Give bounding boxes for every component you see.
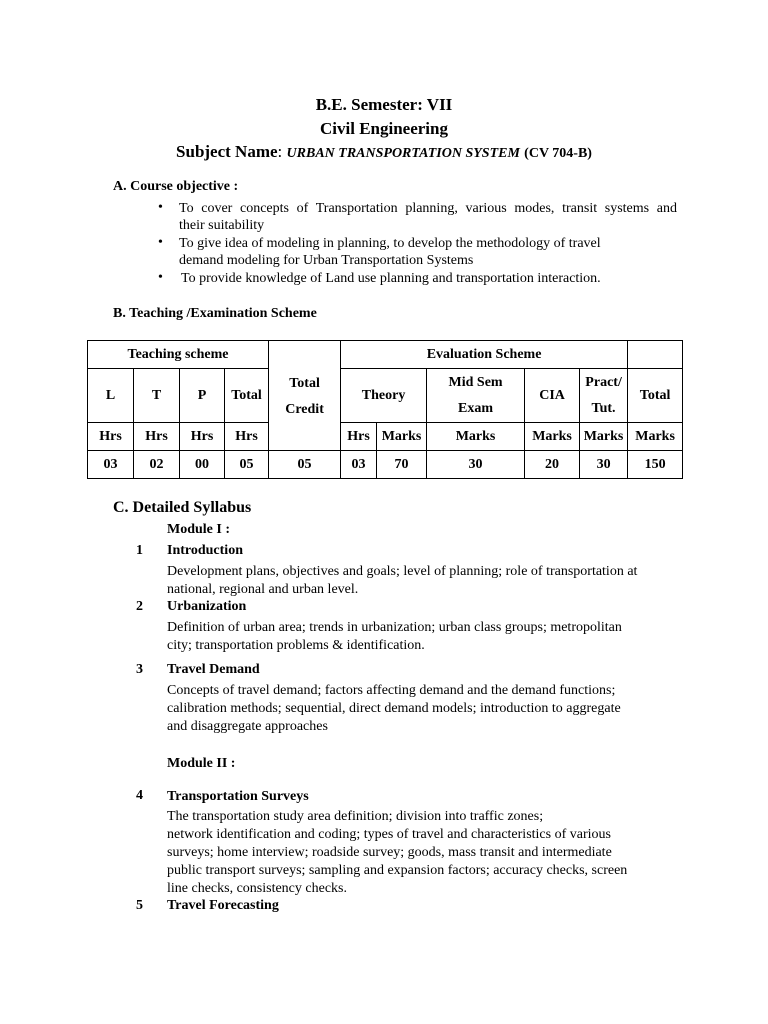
subject-colon: : — [277, 142, 283, 161]
topic-number: 3 — [136, 662, 143, 677]
topic-title: Urbanization — [167, 599, 247, 614]
objective-item — [181, 270, 679, 287]
value-cell: 20 — [525, 451, 580, 479]
col-total-eval: Total — [628, 369, 683, 423]
syllabus-heading: C. Detailed Syllabus — [113, 499, 252, 516]
value-cell: 02 — [134, 451, 180, 479]
topic-description — [167, 619, 622, 655]
description-line: network identification and coding; types of travel and characteristics of various — [167, 827, 611, 842]
col-theory: Theory — [341, 369, 427, 423]
value-cell: 30 — [427, 451, 525, 479]
value-cell: 05 — [269, 451, 341, 479]
topic-title: Transportation Surveys — [167, 789, 309, 804]
unit-cell: Hrs — [225, 423, 269, 451]
objective-line: their suitability — [179, 218, 265, 233]
total-credit-line: Credit — [285, 402, 324, 417]
subject-name: URBAN TRANSPORTATION SYSTEM — [286, 146, 520, 161]
objective-line: To provide knowledge of Land use planning and transportation interaction. — [181, 271, 601, 286]
description-line: surveys; home interview; roadside survey; goods, mass transit and intermediate — [167, 845, 612, 860]
unit-cell: Hrs — [134, 423, 180, 451]
topic-number: 2 — [136, 599, 143, 614]
value-cell: 03 — [341, 451, 377, 479]
topic-description — [167, 563, 637, 599]
objective-line: demand modeling for Urban Transportation Systems — [179, 253, 474, 268]
objective-line: To give idea of modeling in planning, to develop the methodology of travel — [179, 236, 601, 251]
description-line: public transport surveys; sampling and expansion factors; accuracy checks, screen — [167, 863, 628, 878]
description-line: Definition of urban area; trends in urbanization; urban class groups; metropolitan — [167, 620, 622, 635]
unit-cell: Marks — [377, 423, 427, 451]
unit-cell: Hrs — [341, 423, 377, 451]
description-line: calibration methods; sequential, direct demand models; introduction to aggregate — [167, 701, 621, 716]
description-line: and disaggregate approaches — [167, 719, 328, 734]
topic-title: Introduction — [167, 543, 243, 558]
unit-cell: Marks — [628, 423, 683, 451]
unit-cell: Marks — [580, 423, 628, 451]
value-cell: 150 — [628, 451, 683, 479]
subject-label: Subject Name — [176, 142, 278, 161]
description-line: Development plans, objectives and goals; level of planning; role of transportation at — [167, 564, 638, 579]
topic-description — [167, 682, 621, 736]
col-t: T — [134, 369, 180, 423]
value-cell: 00 — [180, 451, 225, 479]
branch-title: Civil Engineering — [320, 119, 448, 138]
evaluation-scheme-header: Evaluation Scheme — [341, 341, 628, 369]
semester-title: B.E. Semester: VII — [315, 95, 453, 114]
objective-line: To cover concepts of Transportation planning, various modes, transit systems and — [179, 201, 677, 216]
module-2-label: Module II : — [167, 756, 236, 771]
total-credit-header — [269, 341, 341, 451]
topic-title: Travel Forecasting — [167, 898, 279, 913]
empty-cell — [628, 341, 683, 369]
pract-line: Tut. — [591, 400, 616, 416]
midsem-line: Exam — [458, 400, 494, 416]
col-midsem — [427, 369, 525, 423]
topic-number: 1 — [136, 543, 143, 558]
unit-cell: Marks — [525, 423, 580, 451]
module-1-label: Module I : — [167, 522, 230, 537]
col-l: L — [88, 369, 134, 423]
value-cell: 70 — [377, 451, 427, 479]
col-cia: CIA — [525, 369, 580, 423]
topic-number: 5 — [136, 898, 143, 913]
bullet-icon: • — [158, 235, 163, 250]
objective-item — [179, 200, 677, 234]
subject-code: (CV 704-B) — [524, 146, 592, 161]
bullet-icon: • — [158, 270, 163, 285]
unit-cell: Marks — [427, 423, 525, 451]
topic-number: 4 — [136, 788, 143, 803]
topic-title: Travel Demand — [167, 662, 260, 677]
unit-cell: Hrs — [88, 423, 134, 451]
pract-line: Pract/ — [585, 374, 622, 390]
scheme-table — [87, 340, 683, 479]
objective-item — [179, 235, 677, 269]
unit-cell: Hrs — [180, 423, 225, 451]
value-cell: 05 — [225, 451, 269, 479]
value-cell: 30 — [580, 451, 628, 479]
subject-line — [0, 142, 768, 162]
description-line: The transportation study area definition; division into traffic zones; — [167, 809, 544, 824]
value-cell: 03 — [88, 451, 134, 479]
midsem-line: Mid Sem — [448, 374, 503, 390]
col-pract — [580, 369, 628, 423]
description-line: national, regional and urban level. — [167, 582, 359, 597]
teaching-scheme-header: Teaching scheme — [88, 341, 269, 369]
total-credit-line: Total — [289, 376, 320, 391]
description-line: city; transportation problems & identification. — [167, 638, 425, 653]
description-line: Concepts of travel demand; factors affecting demand and the demand functions; — [167, 683, 616, 698]
topic-description — [167, 808, 627, 898]
col-total: Total — [225, 369, 269, 423]
col-p: P — [180, 369, 225, 423]
description-line: line checks, consistency checks. — [167, 881, 347, 896]
scheme-heading: B. Teaching /Examination Scheme — [113, 306, 317, 321]
course-objective-heading: A. Course objective : — [113, 179, 239, 194]
bullet-icon: • — [158, 200, 163, 215]
